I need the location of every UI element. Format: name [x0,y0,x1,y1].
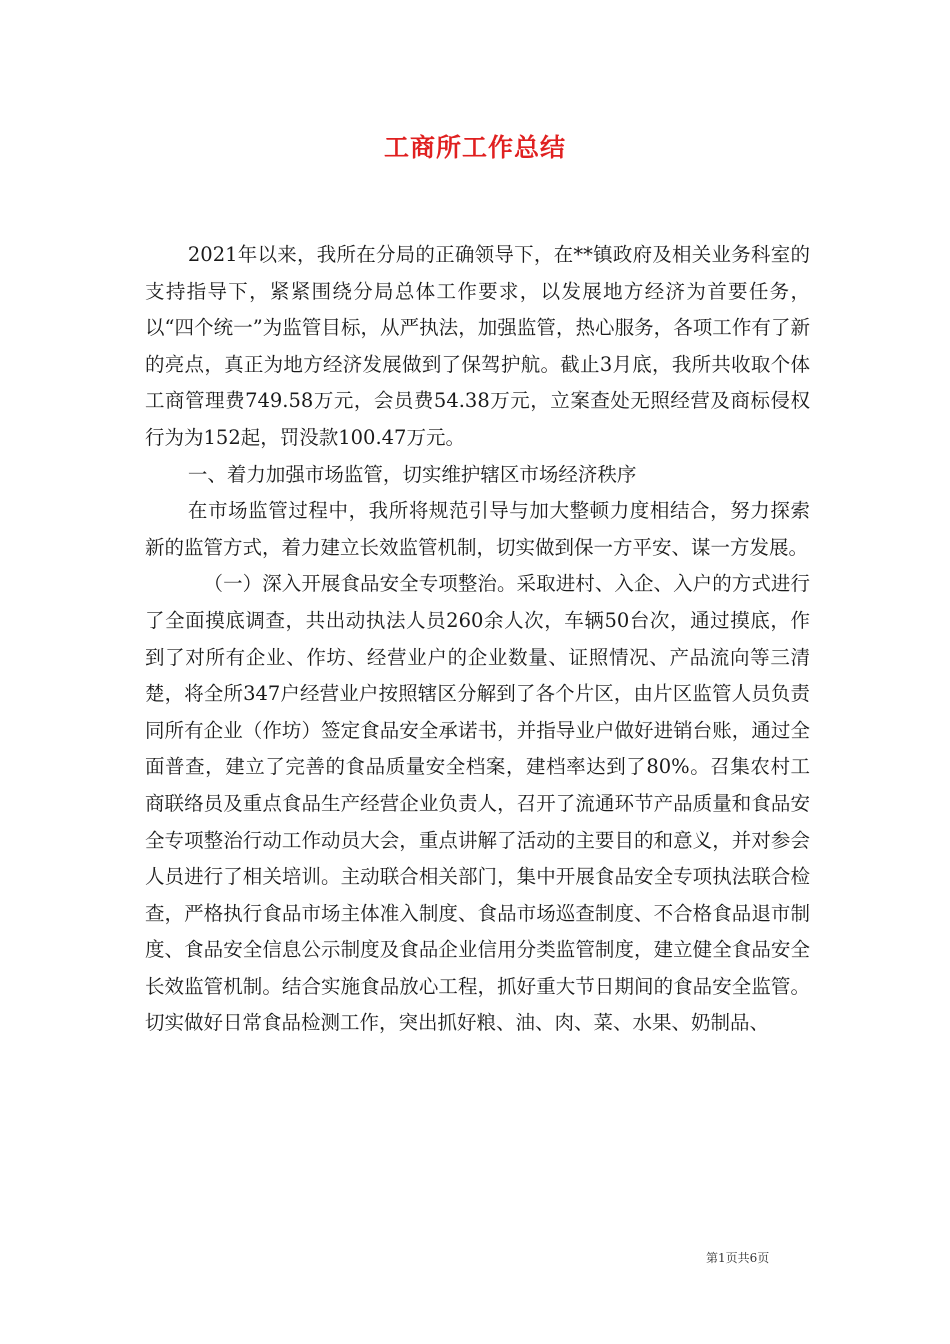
intro-paragraph: 2021年以来，我所在分局的正确领导下，在**镇政府及相关业务科室的支持指导下，紧紧围绕分局总体工作要求，以发展地方经济为首要任务，以“四个统一”为监管目标，从严执法，加强监管，热心服务，各项工作有了新的亮点，真正为地方经济发展做到了保驾护航。截止3月底，我所共收取个体工商管理费749.58万元，会员费54.38万元，立案查处无照经营及商标侵权行为为152起，罚没款100.47万元。 [145,243,810,449]
subsection-1-paragraph: （一）深入开展食品安全专项整治。采取进村、入企、入户的方式进行了全面摸底调查，共出动执法人员260余人次，车辆50台次，通过摸底，作到了对所有企业、作坊、经营业户的企业数量、证照情况、产品流向等三清楚，将全所347户经营业户按照辖区分解到了各个片区，由片区监管人员负责同所有企业（作坊）签定食品安全承诺书，并指导业户做好进销台账，通过全面普查，建立了完善的食品质量安全档案，建档率达到了80%。召集农村工商联络员及重点食品生产经营企业负责人，召开了流通环节产品质量和食品安全专项整治行动工作动员大会，重点讲解了活动的主要目的和意义，并对参会人员进行了相关培训。主动联合相关部门，集中开展食品安全专项执法联合检查，严格执行食品市场主体准入制度、食品市场巡查制度、不合格食品退市制度、食品安全信息公示制度及食品企业信用分类监管制度，建立健全食品安全长效监管机制。结合实施食品放心工程，抓好重大节日期间的食品安全监管。切实做好日常食品检测工作，突出抓好粮、油、肉、菜、水果、奶制品、 [145,572,810,1035]
document-title: 工商所工作总结 [383,133,566,162]
document-body [145,237,810,1042]
page-number: 第1页共6页 [706,1251,770,1265]
section-heading-1: 一、着力加强市场监管，切实维护辖区市场经济秩序 [187,462,637,486]
section-1-paragraph: 在市场监管过程中，我所将规范引导与加大整顿力度相结合，努力探索新的监管方式，着力建立长效监管机制，切实做到保一方平安、谋一方发展。 [145,499,810,559]
